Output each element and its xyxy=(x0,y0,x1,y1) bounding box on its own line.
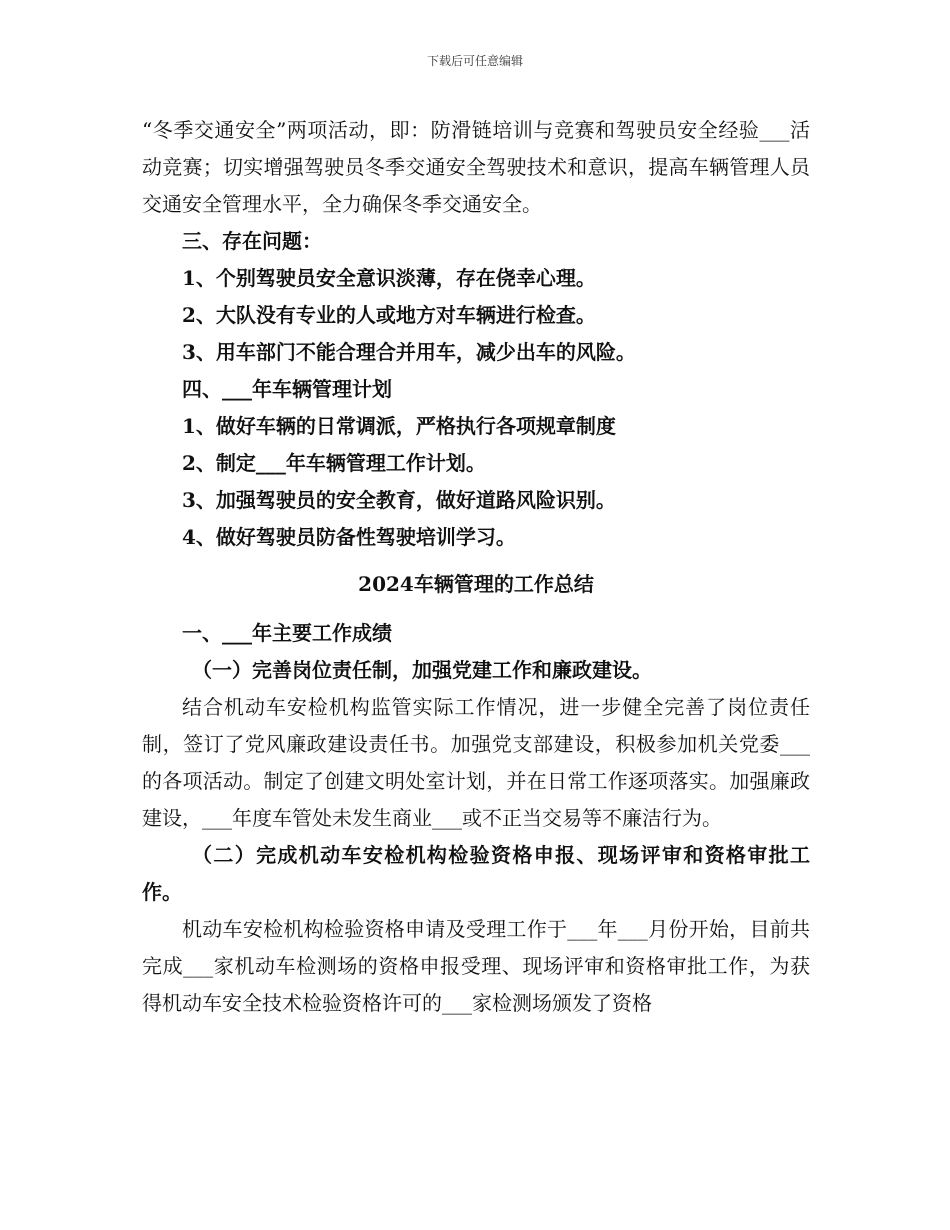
subsection-heading-1: （一）完善岗位责任制，加强党建工作和廉政建设。 xyxy=(192,658,652,682)
document-body xyxy=(142,112,810,1022)
section-heading-achievements: 一、___年主要工作成绩 xyxy=(182,621,392,645)
plan-item-4: 4、做好驾驶员防备性驾驶培训学习。 xyxy=(182,525,516,549)
problem-item-3: 3、用车部门不能合理合并用车，减少出车的风险。 xyxy=(182,340,636,364)
paragraph-responsibility: 结合机动车安检机构监管实际工作情况，进一步健全完善了岗位责任制，签订了党风廉政建设责任书。加强党支部建设，积极参加机关党委___的各项活动。制定了创建文明处室计划，并在日常工作逐项落实。加强廉政建设，___年度车管处未发生商业___或不正当交易等不廉洁行为。 xyxy=(142,695,810,830)
section-heading-plan: 四、___年车辆管理计划 xyxy=(182,377,392,401)
section-heading-problems: 三、存在问题： xyxy=(182,229,322,253)
paragraph-winter-safety: “冬季交通安全”两项活动，即：防滑链培训与竞赛和驾驶员安全经验___活动竞赛；切实增强驾驶员冬季交通安全驾驶技术和意识，提高车辆管理人员交通安全管理水平，全力确保冬季交通安全。 xyxy=(142,118,810,216)
plan-item-2: 2、制定___年车辆管理工作计划。 xyxy=(182,451,486,475)
subsection-heading-2: （二）完成机动车安检机构检验资格申报、现场评审和资格审批工作。 xyxy=(142,843,810,904)
plan-item-1: 1、做好车辆的日常调派，严格执行各项规章制度 xyxy=(182,414,616,438)
problem-item-2: 2、大队没有专业的人或地方对车辆进行检查。 xyxy=(182,303,596,327)
document-title: 2024车辆管理的工作总结 xyxy=(358,572,594,596)
problem-item-1: 1、个别驾驶员安全意识淡薄，存在侥幸心理。 xyxy=(182,266,596,290)
plan-item-3: 3、加强驾驶员的安全教育，做好道路风险识别。 xyxy=(182,488,616,512)
page-header: 下载后可任意编辑 xyxy=(426,54,523,68)
paragraph-inspection: 机动车安检机构检验资格申请及受理工作于___年___月份开始，目前共完成___家机动车检测场的资格申报受理、现场评审和资格审批工作，为获得机动车安全技术检验资格许可的___家检测场颁发了资格 xyxy=(142,917,810,1015)
